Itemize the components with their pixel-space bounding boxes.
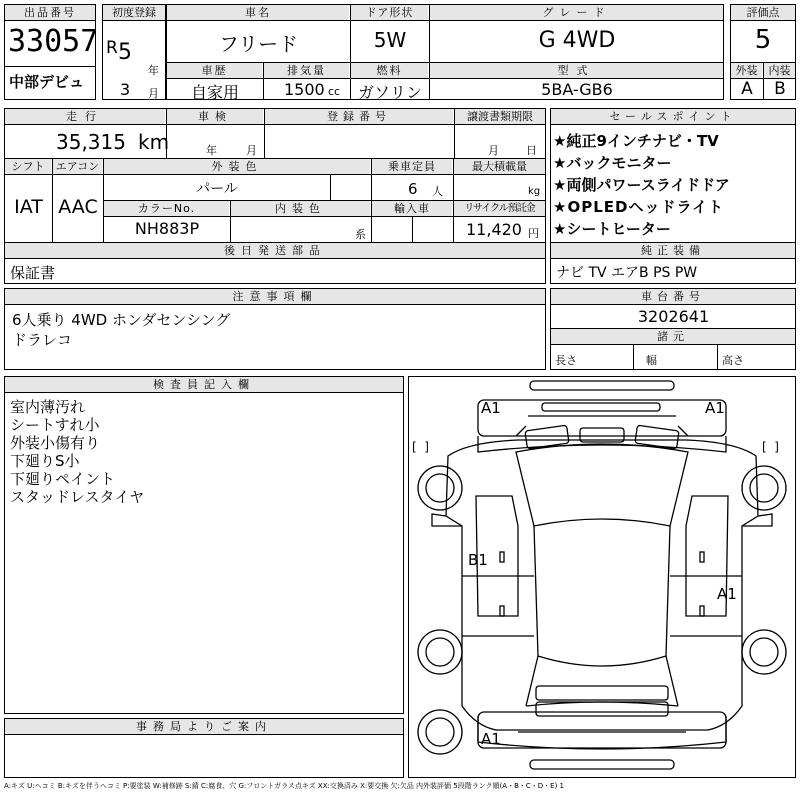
color-no: NH883P	[134, 219, 200, 238]
chassis-number-header: 車台番号	[551, 289, 795, 304]
int-color-header: 内装色	[231, 201, 370, 216]
notes-header: 注意事項欄	[5, 289, 545, 304]
genuine-equipment-header: 純正装備	[551, 243, 795, 258]
inspector-note: 下廻りS小	[10, 452, 80, 470]
inspector-note: スタッドレスタイヤ	[10, 488, 145, 506]
reg-number-header: 登録番号	[265, 109, 453, 124]
car-name-header: 車名	[167, 5, 349, 20]
door-type: 5W	[373, 28, 407, 52]
displacement-header: 排気量	[264, 63, 349, 78]
transfer-deadline-header: 譲渡書類期限	[455, 109, 545, 124]
damage-mark-side-left: B1	[468, 551, 488, 569]
sales-point: ★純正9インチナビ・TV	[553, 132, 719, 150]
note-line: 6人乗り 4WD ホンダセンシング	[12, 311, 231, 329]
load-unit: kg	[528, 186, 541, 197]
note-line: ドラレコ	[12, 331, 73, 349]
score-header: 評価点	[731, 5, 795, 20]
lot-number: 33057	[8, 24, 99, 59]
inspector-note: 外装小傷有り	[10, 434, 101, 452]
inspector-header: 検査員記入欄	[5, 377, 403, 392]
shift-header: シフト	[5, 159, 51, 174]
later-items-header: 後日発送部品	[5, 243, 545, 258]
grade: G 4WD	[538, 28, 616, 53]
max-load-header: 最大積載量	[454, 159, 545, 174]
sales-points-header: セールスポイント	[551, 109, 795, 124]
legend: A:キズ U:ヘコミ B:キズを伴うヘコミ P:要塗装 W:補修跡 S:錆 C:腐食、穴 G:フロントガラス点キズ XX:交換済み X:要交換 欠:欠品 内外装評価 5段階ランク順(A・B・C・D・E) 1	[4, 782, 565, 790]
damage-mark-front-left: A1	[481, 399, 501, 417]
chassis-number: 3202641	[637, 307, 710, 326]
mileage-header: 走行	[5, 109, 165, 124]
interior-header: 内装	[764, 63, 795, 78]
fuel-header: 燃料	[351, 63, 428, 78]
era-letter: R	[106, 38, 118, 58]
history-header: 車歴	[167, 63, 262, 78]
interior-score: B	[774, 79, 786, 99]
diagram-bracket-right: [ ]	[762, 440, 779, 454]
month-unit: 月	[148, 87, 159, 100]
inspection-header: 車検	[167, 109, 263, 124]
recycle-header: リサイクル預託金	[454, 201, 545, 216]
registration-month: 3	[120, 80, 131, 99]
model-code-header: 型式	[430, 63, 723, 78]
damage-mark-front-right: A1	[705, 399, 725, 417]
year-unit: 年	[148, 64, 159, 77]
aircon-header: エアコン	[53, 159, 102, 174]
damage-mark-rear: A1	[481, 730, 501, 748]
inspection-month-unit: 月	[246, 144, 257, 157]
history: 自家用	[190, 83, 239, 102]
shift: IAT	[14, 196, 43, 218]
spec-length-label: 長さ	[555, 354, 577, 367]
damage-mark-side-right: A1	[717, 585, 737, 603]
diagram-bracket-left: [ ]	[412, 440, 429, 454]
specs-header: 諸元	[551, 329, 795, 344]
registration-year: 5	[118, 40, 132, 65]
car-diagram	[408, 376, 796, 778]
lot-number-header: 出品番号	[5, 5, 95, 20]
mileage: 35,315	[56, 130, 126, 154]
overall-score: 5	[754, 25, 772, 55]
ext-color-header: 外装色	[104, 159, 370, 174]
sales-point: ★両側パワースライドドア	[553, 176, 730, 194]
sales-point: ★バックモニター	[553, 154, 672, 172]
exterior-header: 外装	[731, 63, 762, 78]
inspector-note: 下廻りペイント	[10, 470, 116, 488]
color-no-header: カラーNo.	[104, 201, 229, 216]
transfer-month-unit: 月	[488, 144, 499, 157]
ext-color: パール	[196, 181, 238, 197]
transfer-day-unit: 日	[526, 144, 537, 157]
genuine-equipment: ナビ TV エアB PS PW	[556, 265, 698, 281]
spec-width-label: 幅	[646, 354, 657, 367]
venue-name: 中部デビュ	[9, 73, 85, 91]
inspector-note: 室内薄汚れ	[10, 398, 86, 416]
capacity-header: 乗車定員	[372, 159, 452, 174]
model-code: 5BA-GB6	[541, 80, 613, 99]
mileage-unit: km	[138, 130, 170, 154]
inspection-year-unit: 年	[206, 144, 217, 157]
car-name: フリード	[218, 32, 299, 56]
fuel: ガソリン	[357, 83, 422, 102]
displacement: 1500	[284, 80, 325, 99]
later-items: 保証書	[10, 264, 56, 282]
recycle-fee: 11,420	[466, 220, 522, 239]
inspector-note: シートすれ小	[10, 416, 100, 434]
sales-point: ★シートヒーター	[553, 220, 671, 238]
grade-header: グレード	[430, 5, 723, 20]
displacement-unit: cc	[328, 85, 341, 98]
aircon: AAC	[58, 196, 98, 218]
capacity-unit: 人	[432, 185, 443, 198]
spec-height-label: 高さ	[722, 354, 744, 367]
recycle-unit: 円	[528, 227, 539, 240]
sales-point: ★OPLEDヘッドライト	[553, 198, 724, 216]
import-header: 輸入車	[372, 201, 452, 216]
office-header: 事務局よりご案内	[5, 719, 403, 734]
first-registration-header: 初度登録	[103, 5, 165, 20]
exterior-score: A	[741, 79, 753, 99]
door-header: ドア形状	[351, 5, 428, 20]
capacity: 6	[408, 180, 418, 198]
int-color-unit: 系	[355, 228, 366, 241]
